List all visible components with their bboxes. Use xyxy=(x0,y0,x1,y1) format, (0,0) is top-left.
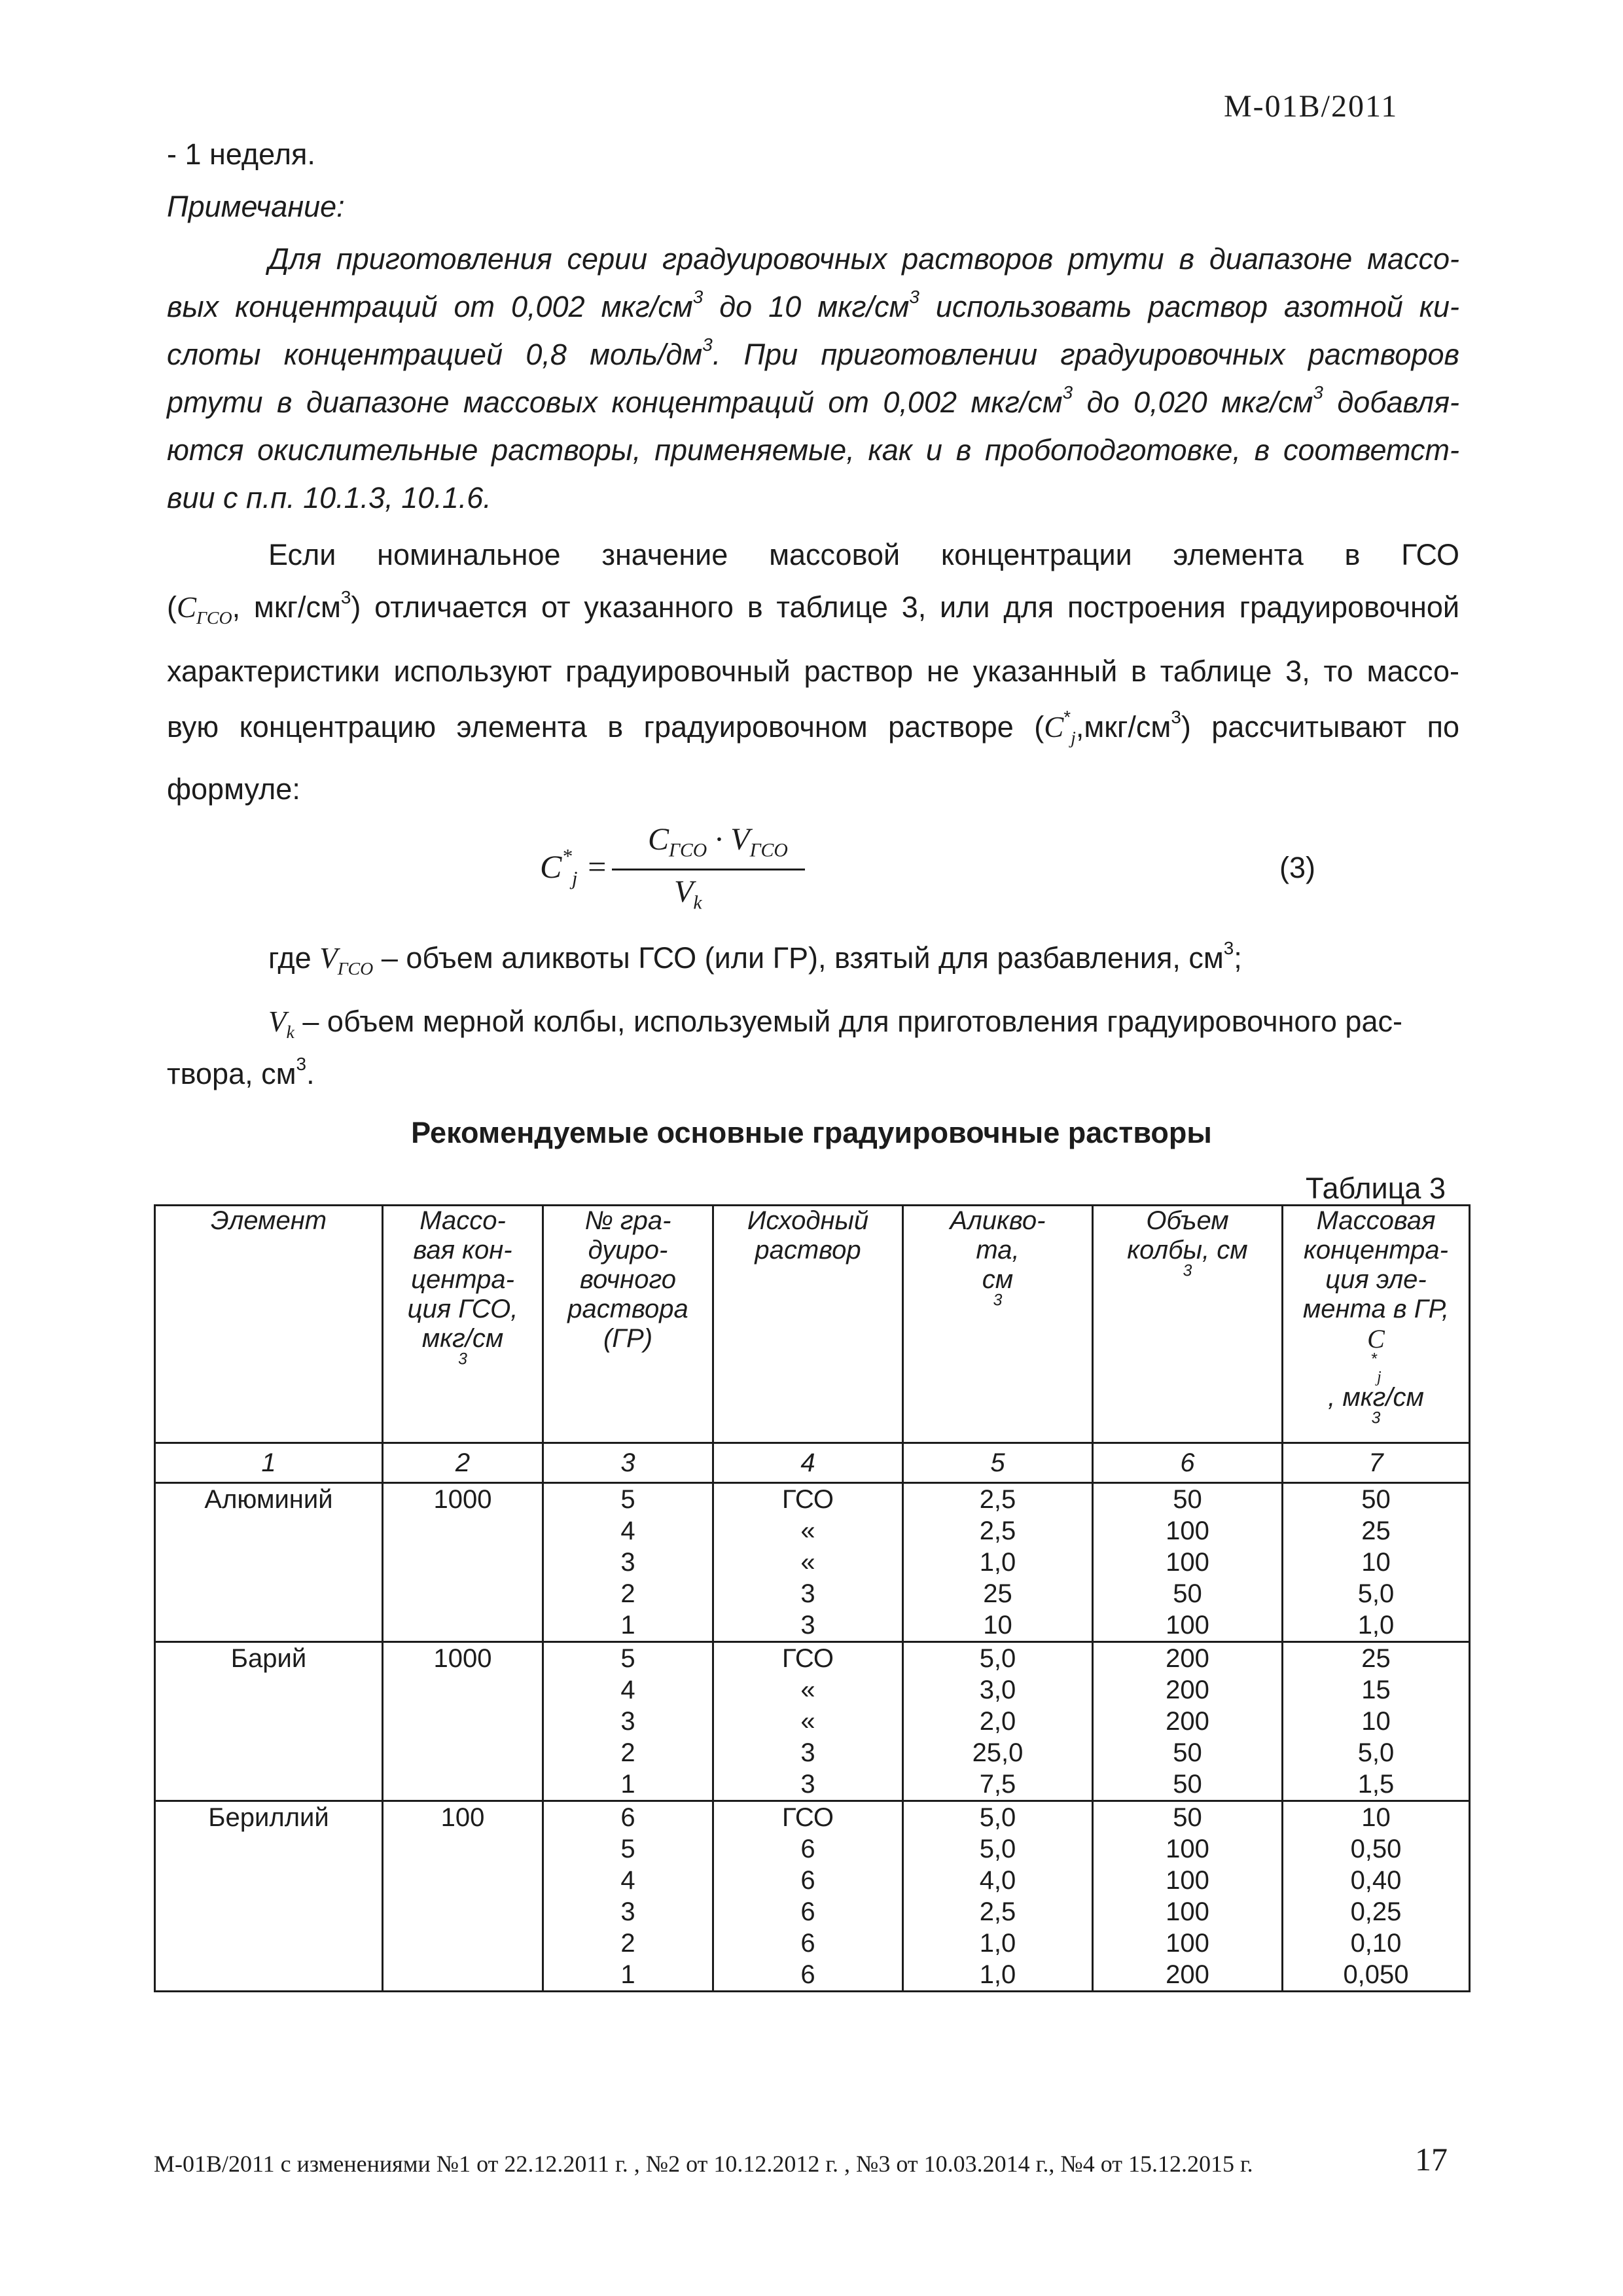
gr-numbers: 5 4 3 2 1 xyxy=(543,1642,713,1801)
flask-volumes: 200 200 200 50 50 xyxy=(1093,1642,1283,1801)
formula-number: (3) xyxy=(1279,851,1315,884)
column-number: 1 xyxy=(155,1443,383,1483)
table-row-barium xyxy=(155,1642,1470,1801)
table-row-aluminium xyxy=(155,1483,1470,1642)
source-solutions: ГСО 6 6 6 6 6 xyxy=(713,1801,903,1992)
paragraph-line-3: характеристики используют градуировочный раствор не указанный в таблице 3, то массо- xyxy=(167,655,1459,688)
aliquots: 2,5 2,5 1,0 25 10 xyxy=(903,1483,1093,1642)
flask-volumes: 50 100 100 100 100 200 xyxy=(1093,1801,1283,1992)
note-line-3: слоты концентрацией 0,8 моль/$дм^3$. При приготовлении градуировочных растворов xyxy=(167,334,1459,371)
gso-concentration: 1000 xyxy=(383,1642,543,1801)
element-name: Барий xyxy=(155,1642,383,1801)
formula-numerator: $C_{ГСО} \cdot V_{ГСО}$ xyxy=(648,822,788,861)
footer-revision-note: М-01В/2011 с изменениями №1 от 22.12.2011 г. , №2 от 10.12.2012 г. , №3 от 10.03.2014 г., №4 от 15.12.2015 г. xyxy=(154,2151,1253,2177)
header-source-solution: Исходный раствор xyxy=(713,1206,903,1443)
table-label: Таблица 3 xyxy=(1306,1172,1446,1205)
table-caption: Рекомендуемые основные градуировочные растворы xyxy=(411,1116,1212,1149)
gr-concentrations: 10 0,50 0,40 0,25 0,10 0,050 xyxy=(1283,1801,1470,1992)
source-solutions: ГСО « « 3 3 xyxy=(713,1483,903,1642)
column-number: 2 xyxy=(383,1443,543,1483)
header-gr-concentration: Массовая концентра- ция эле- мента в ГР, C *$_j$ , мкг/см $^3$ xyxy=(1283,1206,1470,1443)
note-line-2: вых концентраций от 0,002 мкг/$см^3$ до 10 мкг/$см^3$ использовать раствор азотной ки- xyxy=(167,287,1460,323)
column-number: 7 xyxy=(1283,1443,1470,1483)
source-solutions: ГСО « « 3 3 xyxy=(713,1642,903,1801)
element-name: Алюминий xyxy=(155,1483,383,1642)
column-number: 4 xyxy=(713,1443,903,1483)
paragraph-line-1: Если номинальное значение массовой концентрации элемента в ГСО xyxy=(268,538,1459,571)
gr-numbers: 5 4 3 2 1 xyxy=(543,1483,713,1642)
formula-lhs: $C^*_j$ = xyxy=(540,844,608,889)
header-gso-concentration: Массо- вая кон- центра- ция ГСО, мкг/см $^3$ xyxy=(383,1206,543,1443)
table-header-row xyxy=(155,1206,1470,1443)
column-number: 6 xyxy=(1093,1443,1283,1483)
column-number: 5 xyxy=(903,1443,1093,1483)
table-row-beryllium xyxy=(155,1801,1470,1992)
header-element: Элемент xyxy=(155,1206,383,1443)
note-line-6: вии с п.п. 10.1.3, 10.1.6. xyxy=(167,481,491,514)
formula-denominator: $V_k$ xyxy=(674,874,702,914)
gr-numbers: 6 5 4 3 2 1 xyxy=(543,1801,713,1992)
header-aliquot: Аликво- та, см $^3$ xyxy=(903,1206,1093,1443)
formula-fraction-bar xyxy=(612,869,805,870)
note-line-1: Для приготовления серии градуировочных растворов ртути в диапазоне массо- xyxy=(268,242,1459,276)
gr-concentrations: 25 15 10 5,0 1,5 xyxy=(1283,1642,1470,1801)
page-number: 17 xyxy=(1415,2141,1448,2178)
document-code-header: М-01В/2011 xyxy=(1224,89,1399,124)
paragraph-line-2: ($C_{ГСО}$, мкг/$см^3$) отличается от указанного в таблице 3, или для построения градуировочной xyxy=(167,587,1460,628)
calibration-solutions-table xyxy=(154,1204,1471,1992)
flask-volumes: 50 100 100 50 100 xyxy=(1093,1483,1283,1642)
definition-v-k: $V_k$ – объем мерной колбы, используемый для приготовления градуировочного рас- xyxy=(268,1005,1402,1043)
definition-v-gso: где $V_{ГСО}$ – объем аликвоты ГСО (или ГР), взятый для разбавления, $см^3$; xyxy=(268,938,1242,979)
note-line-5: ются окислительные растворы, применяемые, как и в пробоподготовке, в соответст- xyxy=(167,433,1459,467)
note-line-4: ртути в диапазоне массовых концентраций от 0,002 мкг/$см^3$ до 0,020 мкг/$см^3$ добавля- xyxy=(167,382,1459,419)
column-number-row xyxy=(155,1443,1470,1483)
aliquots: 5,0 3,0 2,0 25,0 7,5 xyxy=(903,1642,1093,1801)
column-number: 3 xyxy=(543,1443,713,1483)
gso-concentration: 1000 xyxy=(383,1483,543,1642)
paragraph-line-4: вую концентрацию элемента в градуировочном растворе $(C^*_j,мкг/см^3)$ рассчитывают по xyxy=(167,707,1459,748)
gso-concentration: 100 xyxy=(383,1801,543,1992)
element-name: Бериллий xyxy=(155,1801,383,1992)
header-gr-number: № гра- дуиро- вочного раствора (ГР) xyxy=(543,1206,713,1443)
header-flask-volume: Объем колбы, см $^3$ xyxy=(1093,1206,1283,1443)
duration-line: - 1 неделя. xyxy=(167,137,315,171)
definition-v-k-continued: твора, $см^3$. xyxy=(167,1054,315,1090)
paragraph-line-5: формуле: xyxy=(167,772,300,806)
aliquots: 5,0 5,0 4,0 2,5 1,0 1,0 xyxy=(903,1801,1093,1992)
gr-concentrations: 50 25 10 5,0 1,0 xyxy=(1283,1483,1470,1642)
note-title: Примечание: xyxy=(167,190,345,223)
